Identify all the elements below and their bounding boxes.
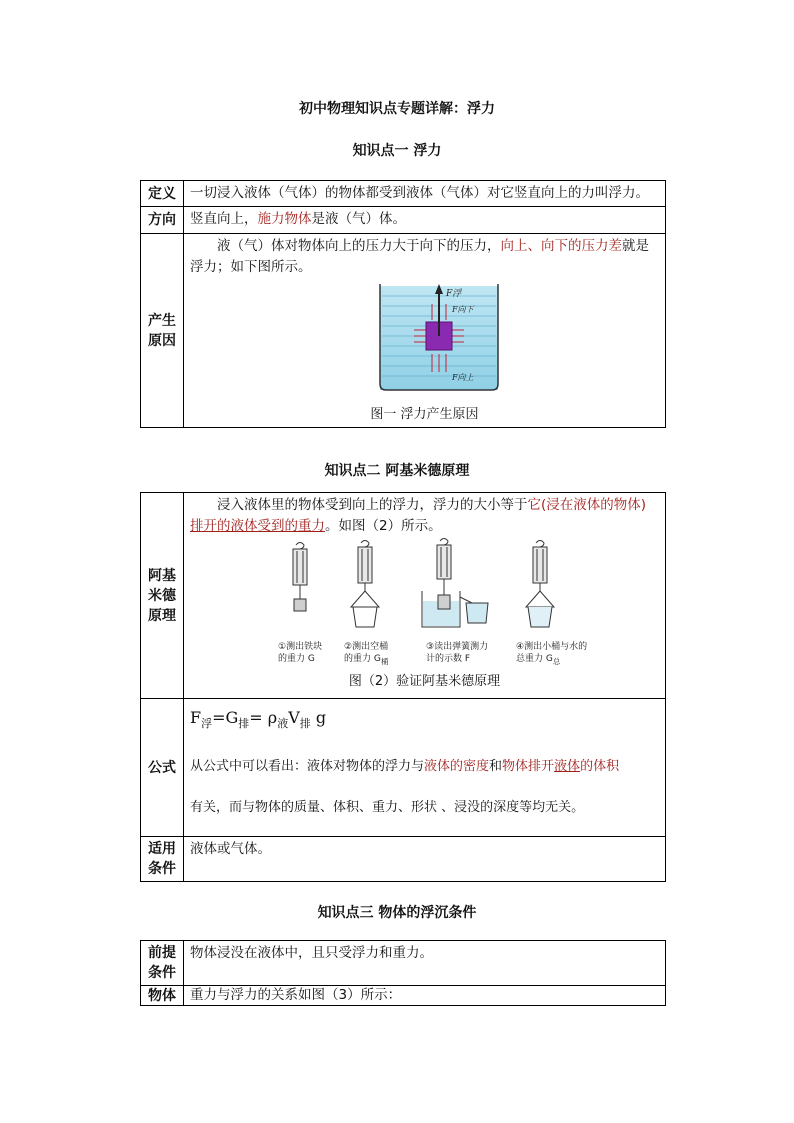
cause-highlight: 向上、向下的压力差	[500, 238, 622, 254]
definition-text: 一切浸入液体（气体）的物体都受到液体（气体）对它竖直向上的力叫浮力。	[184, 181, 666, 207]
formula-row	[141, 699, 666, 837]
archimedes-text: 浸入液体里的物体受到向上的浮力，浮力的大小等于它(浸在液体的物体)排开的液体受到的重力。如图（2）所示。	[190, 497, 647, 534]
archimedes-content	[184, 493, 666, 699]
direction-label: 方向	[141, 207, 184, 234]
svg-text:F浮: F浮	[446, 289, 462, 299]
object-row	[141, 986, 666, 1006]
cause-content	[184, 234, 666, 428]
section3-table	[140, 940, 666, 1006]
condition-label: 适用条件	[141, 837, 184, 882]
buoyancy-formula: $F_浮=G_排= \rho_液V_排$ g	[190, 708, 327, 731]
premise-text: 物体浸没在液体中，且只受浮力和重力。	[184, 941, 666, 986]
svg-text:F向上: F向上	[452, 373, 474, 382]
object-text: 重力与浮力的关系如图（3）所示：	[184, 986, 666, 1006]
section3-heading: 知识点三 物体的浮沉条件	[317, 905, 477, 921]
premise-label: 前提条件	[141, 941, 184, 986]
condition-row	[141, 837, 666, 882]
figure2-caption: 图（2）验证阿基米德原理	[348, 674, 501, 689]
step4-label: ④测出小桶与水的 总重力 $G_总$	[516, 642, 588, 666]
figure1-caption: 图一 浮力产生原因	[370, 407, 479, 422]
cause-text: 液（气）体对物体向上的压力大于向下的压力，向上、向下的压力差就是浮力；如下图所示。	[190, 238, 649, 275]
section1-table	[140, 180, 666, 428]
direction-highlight: 施力物体	[257, 211, 312, 227]
section2-table	[140, 492, 666, 882]
document-title: 初中物理知识点专题详解：浮力	[299, 101, 495, 117]
step1-label: ①测出铁块 的重力 G	[278, 642, 323, 664]
condition-text: 液体或气体。	[184, 837, 666, 882]
direction-text: 竖直向上，施力物体是液（气）体。	[184, 207, 666, 234]
archimedes-figure	[190, 537, 659, 671]
cause-row	[141, 234, 666, 428]
definition-label: 定义	[141, 181, 184, 207]
step3-label: ③读出弹簧测力 计的示数 F	[426, 642, 489, 664]
archimedes-label: 阿基米德原理	[141, 493, 184, 699]
definition-row	[141, 181, 666, 207]
formula-label: 公式	[141, 699, 184, 837]
svg-text:F向下: F向下	[452, 305, 474, 314]
section1-heading: 知识点一 浮力	[352, 143, 442, 159]
archimedes-row	[141, 493, 666, 699]
buoyancy-figure	[190, 278, 659, 384]
section2-heading: 知识点二 阿基米德原理	[324, 463, 470, 479]
premise-row	[141, 941, 666, 986]
cause-label: 产生原因	[141, 234, 184, 428]
formula-note-line2: 有关，而与物体的质量、体积、重力、形状 、浸没的深度等均无关。	[190, 800, 585, 816]
object-label: 物体	[141, 986, 184, 1006]
formula-content	[184, 699, 666, 837]
formula-note-line1: 从公式中可以看出：液体对物体的浮力与液体的密度和物体排开液体的体积	[190, 759, 620, 775]
direction-row	[141, 207, 666, 234]
archimedes-highlight: 排开的液体受到的重力	[190, 518, 325, 534]
step2-label: ②测出空桶 的重力 $G_桶$	[344, 642, 389, 666]
